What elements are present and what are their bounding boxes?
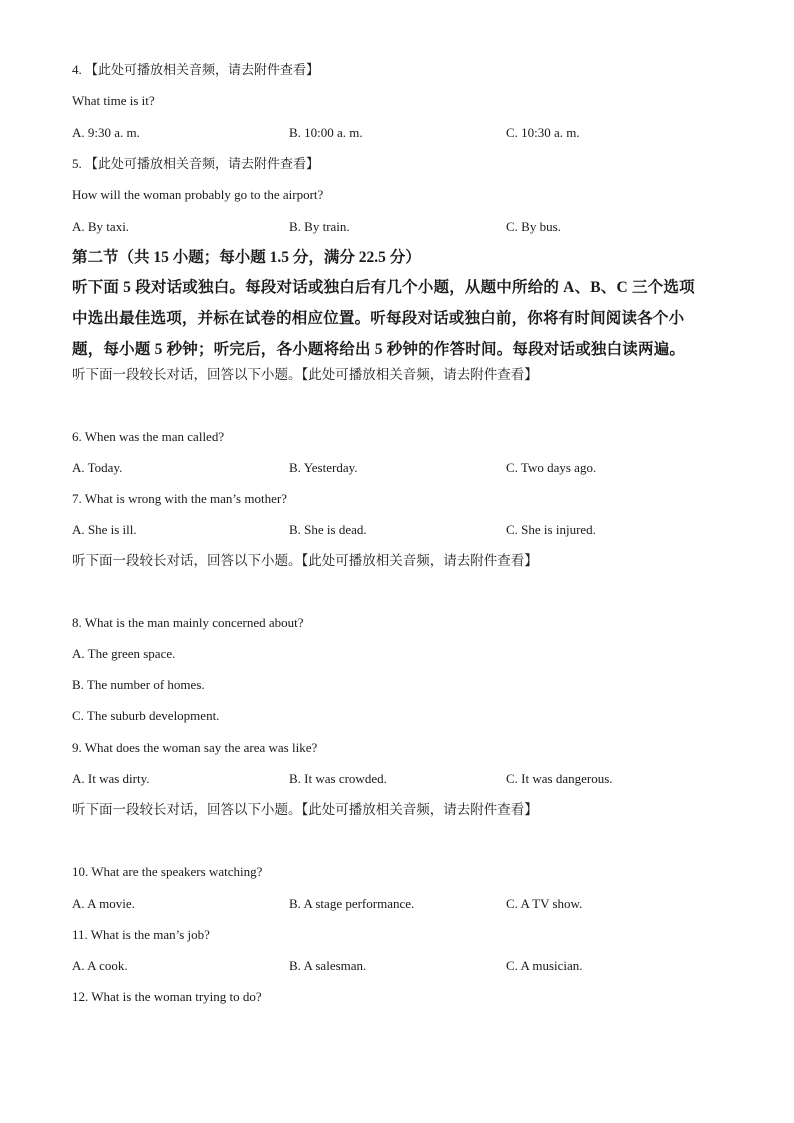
q5-options: [72, 217, 732, 237]
dialogue-instruction-3: 听下面一段较长对话，回答以下小题。【此处可播放相关音频，请去附件查看】: [72, 802, 538, 817]
q9-option-c: C. It was dangerous.: [506, 771, 613, 786]
q7-option-c: C. She is injured.: [506, 522, 596, 537]
q10-option-a: A. A movie.: [72, 896, 135, 911]
q10-option-c: C. A TV show.: [506, 896, 583, 911]
q7-option-a: A. She is ill.: [72, 522, 137, 537]
q4-audio-note: 4. 【此处可播放相关音频，请去附件查看】: [72, 62, 320, 77]
q5-audio-note: 5. 【此处可播放相关音频，请去附件查看】: [72, 156, 320, 171]
q6-option-a: A. Today.: [72, 460, 123, 475]
q7-options: [72, 520, 732, 540]
q11-options: [72, 956, 732, 976]
q5-option-a: A. By taxi.: [72, 219, 130, 234]
q4-option-c: C. 10:30 a. m.: [506, 125, 580, 140]
section2-heading: 第二节（共 15 小题；每小题 1.5 分，满分 22.5 分）: [72, 249, 421, 266]
q4-options: [72, 123, 732, 143]
q5-question: How will the woman probably go to the airport?: [72, 187, 324, 202]
q4-question: What time is it?: [72, 93, 155, 108]
q11-option-a: A. A cook.: [72, 958, 128, 973]
dialogue-instruction-2: 听下面一段较长对话，回答以下小题。【此处可播放相关音频，请去附件查看】: [72, 553, 538, 568]
q11-option-b: B. A salesman.: [289, 958, 367, 973]
q12-question: 12. What is the woman trying to do?: [72, 989, 262, 1004]
q7-question: 7. What is wrong with the man’s mother?: [72, 491, 287, 506]
section2-line-3: 题，每小题 5 秒钟；听完后，各小题将给出 5 秒钟的作答时间。每段对话或独白读两遍。: [72, 341, 686, 358]
q5-option-c: C. By bus.: [506, 219, 561, 234]
q9-options: [72, 769, 732, 789]
exam-page: [72, 60, 732, 1007]
q10-option-b: B. A stage performance.: [289, 896, 415, 911]
dialogue-instruction-1: 听下面一段较长对话，回答以下小题。【此处可播放相关音频，请去附件查看】: [72, 367, 538, 382]
section2-line-1: 听下面 5 段对话或独白。每段对话或独白后有几个小题，从题中所给的 A、B、C 三个选项: [72, 279, 695, 296]
q6-option-b: B. Yesterday.: [289, 460, 358, 475]
q4-option-a: A. 9:30 a. m.: [72, 125, 140, 140]
q6-question: 6. When was the man called?: [72, 429, 225, 444]
q4-option-b: B. 10:00 a. m.: [289, 125, 363, 140]
q6-option-c: C. Two days ago.: [506, 460, 597, 475]
q8-option-a: A. The green space.: [72, 646, 176, 661]
q9-question: 9. What does the woman say the area was like?: [72, 740, 318, 755]
q6-options: [72, 458, 732, 478]
section2-line-2: 中选出最佳选项，并标在试卷的相应位置。听每段对话或独白前，你将有时间阅读各个小: [72, 310, 685, 327]
q10-options: [72, 894, 732, 914]
q11-option-c: C. A musician.: [506, 958, 583, 973]
q8-option-c: C. The suburb development.: [72, 708, 220, 723]
q8-option-b: B. The number of homes.: [72, 677, 205, 692]
q9-option-b: B. It was crowded.: [289, 771, 387, 786]
q10-question: 10. What are the speakers watching?: [72, 864, 263, 879]
q8-question: 8. What is the man mainly concerned about?: [72, 615, 304, 630]
q5-option-b: B. By train.: [289, 219, 350, 234]
q9-option-a: A. It was dirty.: [72, 771, 150, 786]
q7-option-b: B. She is dead.: [289, 522, 367, 537]
q11-question: 11. What is the man’s job?: [72, 927, 210, 942]
